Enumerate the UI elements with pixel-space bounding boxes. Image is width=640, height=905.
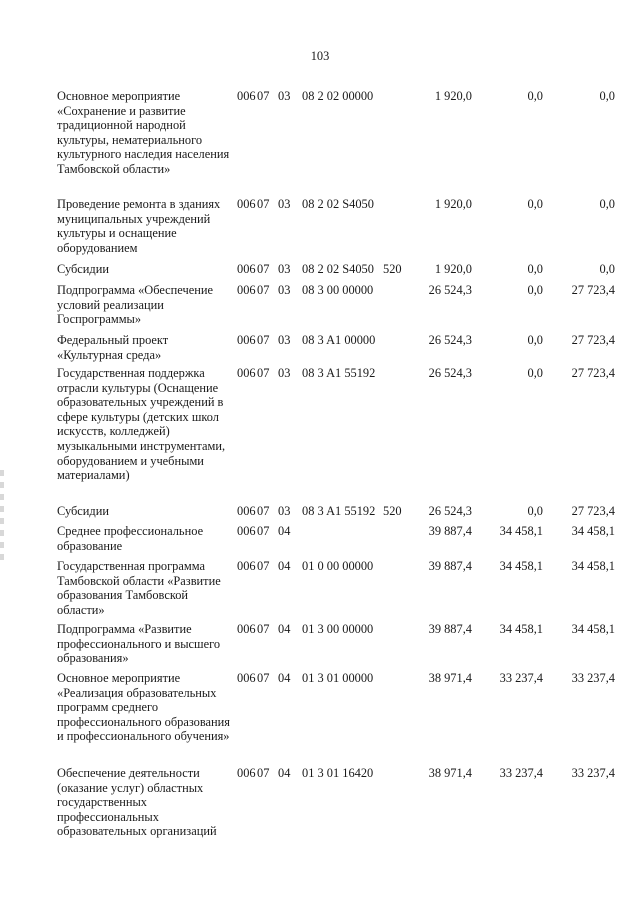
row-amount-2: 0,0 [527,197,543,211]
row-ved: 006 [237,622,256,636]
page-number: 103 [310,49,330,63]
row-vr: 520 [383,262,402,276]
row-amount-2: 33 237,4 [499,766,543,780]
row-csr: 08 2 02 S4050 [302,197,374,211]
row-ved: 006 [237,333,256,347]
row-amount-3: 33 237,4 [571,671,615,685]
row-amount-1: 1 920,0 [434,262,472,276]
row-amount-3: 27 723,4 [571,366,615,380]
row-name: Подпрограмма «Обеспечение условий реализации Госпрограммы» [57,283,213,327]
row-csr: 01 3 01 00000 [302,671,374,685]
row-csr: 08 2 02 00000 [302,89,374,103]
row-amount-1: 26 524,3 [428,504,472,518]
row-csr: 08 3 A1 55192 [302,504,376,518]
row-csr: 08 3 00 00000 [302,283,374,297]
row-name: Обеспечение деятельности (оказание услуг) областных государственных профессиональных образовательных организаций [57,766,217,839]
row-rz: 07 [257,333,270,347]
row-rz: 07 [257,89,270,103]
row-amount-3: 0,0 [599,89,615,103]
row-amount-2: 0,0 [527,366,543,380]
row-amount-2: 0,0 [527,333,543,347]
row-pr: 03 [278,89,291,103]
row-ved: 006 [237,89,256,103]
row-name: Федеральный проект «Культурная среда» [57,333,169,362]
row-amount-1: 26 524,3 [428,333,472,347]
row-amount-1: 26 524,3 [428,366,472,380]
row-ved: 006 [237,559,256,573]
row-rz: 07 [257,622,270,636]
row-amount-3: 34 458,1 [571,559,615,573]
row-pr: 03 [278,262,291,276]
row-rz: 07 [257,524,270,538]
row-pr: 03 [278,197,291,211]
row-ved: 006 [237,197,256,211]
row-name: Среднее профессиональное образование [57,524,204,553]
row-name: Подпрограмма «Развитие профессионального и высшего образования» [57,622,221,666]
margin-scan-mark [0,470,4,560]
row-amount-3: 27 723,4 [571,283,615,297]
row-amount-2: 34 458,1 [499,524,543,538]
row-ved: 006 [237,524,256,538]
row-amount-1: 26 524,3 [428,283,472,297]
row-name: Субсидии [57,504,109,518]
row-amount-3: 33 237,4 [571,766,615,780]
row-pr: 04 [278,524,291,538]
row-csr: 01 3 01 16420 [302,766,374,780]
row-rz: 07 [257,262,270,276]
row-csr: 08 3 A1 55192 [302,366,376,380]
row-pr: 04 [278,622,291,636]
row-ved: 006 [237,766,256,780]
row-amount-2: 0,0 [527,283,543,297]
row-rz: 07 [257,559,270,573]
row-name: Государственная поддержка отрасли культуры (Оснащение образовательных учреждений в сфере культуры (детских школ искусств, колледжей) музыкальными инструментами, оборудованием и учебными материалами) [57,366,226,483]
row-pr: 03 [278,504,291,518]
row-amount-1: 1 920,0 [434,89,472,103]
row-amount-3: 34 458,1 [571,524,615,538]
row-pr: 03 [278,283,291,297]
row-vr: 520 [383,504,402,518]
row-pr: 04 [278,766,291,780]
row-ved: 006 [237,504,256,518]
row-csr: 01 0 00 00000 [302,559,374,573]
row-ved: 006 [237,283,256,297]
row-name: Проведение ремонта в зданиях муниципальных учреждений культуры и оснащение оборудованием [57,197,221,255]
row-rz: 07 [257,504,270,518]
row-amount-1: 38 971,4 [428,766,472,780]
row-amount-2: 34 458,1 [499,559,543,573]
row-amount-2: 33 237,4 [499,671,543,685]
row-pr: 04 [278,559,291,573]
row-rz: 07 [257,671,270,685]
row-pr: 03 [278,333,291,347]
row-amount-2: 34 458,1 [499,622,543,636]
row-amount-2: 0,0 [527,504,543,518]
row-amount-1: 39 887,4 [428,622,472,636]
row-amount-3: 0,0 [599,262,615,276]
row-amount-3: 27 723,4 [571,333,615,347]
row-name: Государственная программа Тамбовской области «Развитие образования Тамбовской области» [57,559,221,617]
row-amount-1: 38 971,4 [428,671,472,685]
row-rz: 07 [257,766,270,780]
row-rz: 07 [257,197,270,211]
row-amount-3: 0,0 [599,197,615,211]
row-csr: 08 2 02 S4050 [302,262,374,276]
row-amount-2: 0,0 [527,262,543,276]
row-amount-2: 0,0 [527,89,543,103]
row-amount-1: 39 887,4 [428,524,472,538]
row-name: Основное мероприятие «Реализация образовательных программ среднего профессионального образования и профессионального обучения» [57,671,231,744]
row-amount-3: 27 723,4 [571,504,615,518]
row-ved: 006 [237,671,256,685]
row-amount-1: 39 887,4 [428,559,472,573]
row-name: Основное мероприятие «Сохранение и развитие традиционной народной культуры, нематериального культурного наследия населения Тамбовской области» [57,89,230,176]
row-pr: 03 [278,366,291,380]
row-rz: 07 [257,283,270,297]
row-name: Субсидии [57,262,109,276]
row-amount-1: 1 920,0 [434,197,472,211]
row-csr: 01 3 00 00000 [302,622,374,636]
row-ved: 006 [237,262,256,276]
row-amount-3: 34 458,1 [571,622,615,636]
row-rz: 07 [257,366,270,380]
row-csr: 08 3 A1 00000 [302,333,376,347]
row-pr: 04 [278,671,291,685]
row-ved: 006 [237,366,256,380]
